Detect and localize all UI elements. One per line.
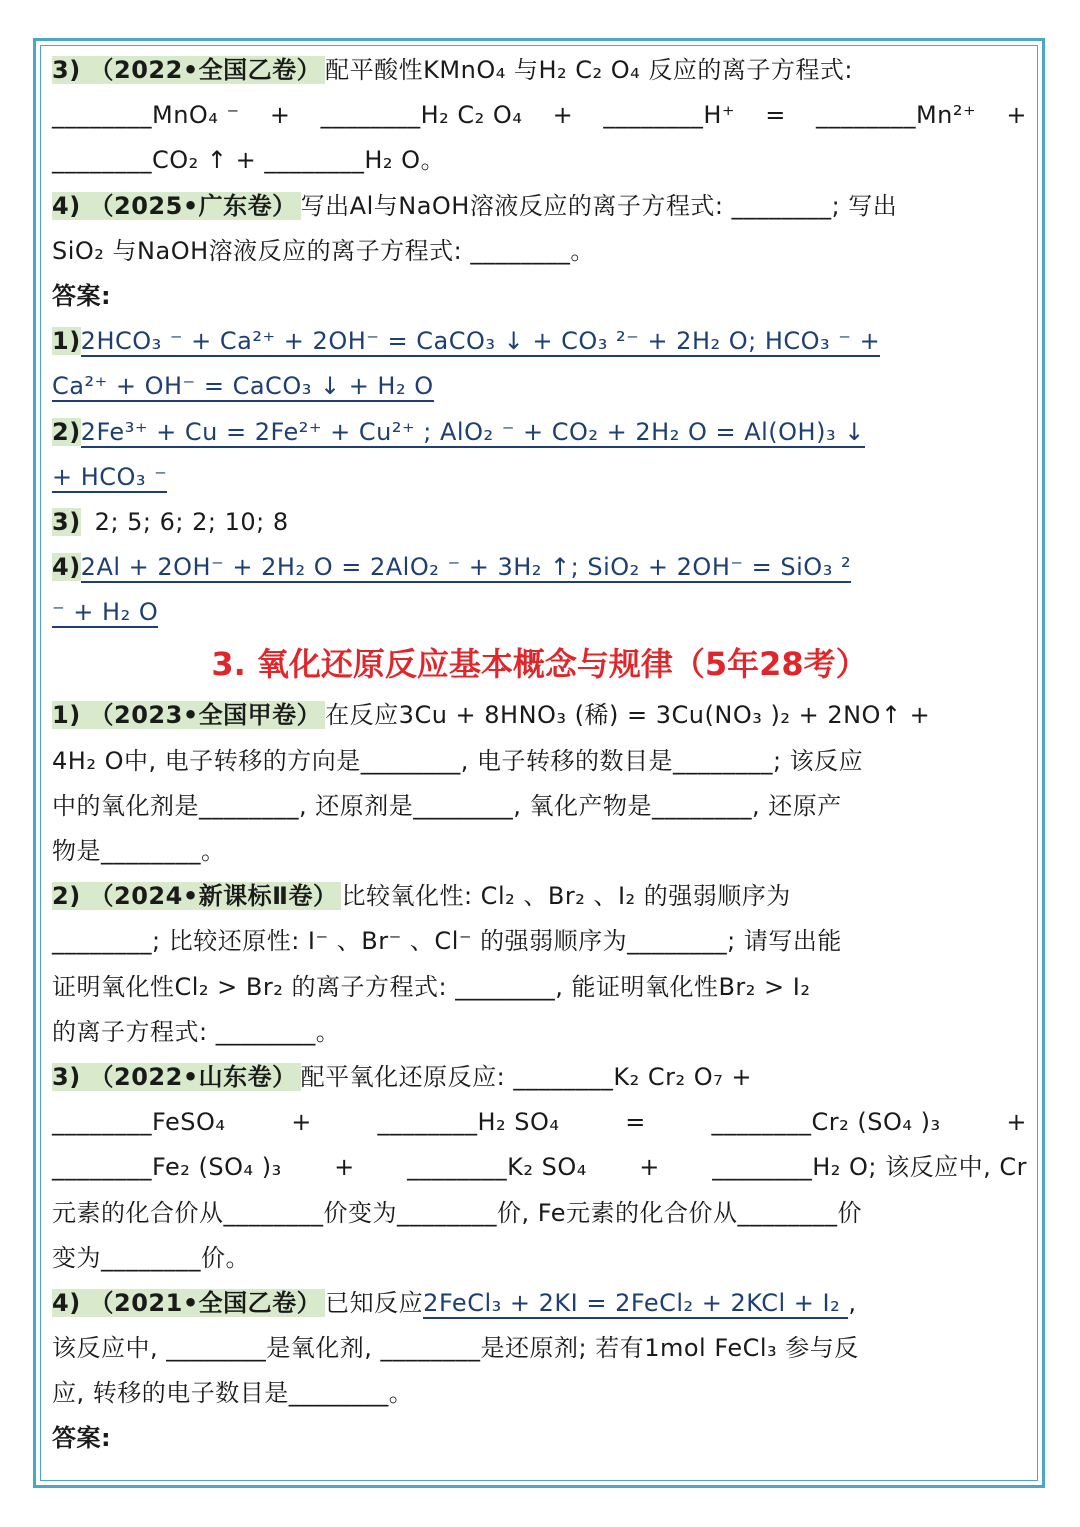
answer-4-line-1 xyxy=(52,545,1027,590)
question-text: 比较氧化性: Cl₂ 、Br₂ 、I₂ 的强弱顺序为 xyxy=(341,882,791,911)
equation-op: + xyxy=(1006,101,1027,130)
s3-question-4-line-3: 应, 转移的电子数目是________。 xyxy=(52,1379,414,1408)
answer-1-line-1 xyxy=(52,319,1027,364)
answer-number: 2) xyxy=(52,417,81,446)
question-tag: 2) （2024•新课标Ⅱ卷） xyxy=(52,882,341,910)
answer-number: 1) xyxy=(52,327,81,356)
answer-number: 3) xyxy=(52,507,81,536)
equation-op: + xyxy=(639,1153,660,1182)
question-text: 配平氧化还原反应: ________K₂ Cr₂ O₇ + xyxy=(300,1062,752,1091)
question-4-2025-line-1 xyxy=(52,184,1027,229)
equation-op: + xyxy=(1006,1108,1027,1137)
section-title: 3. 氧化还原反应基本概念与规律（5年28考） xyxy=(211,645,868,684)
s3-question-2-line-3: 证明氧化性Cl₂ > Br₂ 的离子方程式: ________, 能证明氧化性Br₂ > I₂ xyxy=(52,972,811,1001)
equation-term: ________Mn²⁺ xyxy=(815,101,977,130)
question-text: 已知反应 xyxy=(325,1288,424,1317)
question-text: 配平酸性KMnO₄ 与H₂ C₂ O₄ 反应的离子方程式: xyxy=(325,56,853,84)
s3-question-3-line-2 xyxy=(52,1100,1027,1145)
s3-question-4-line-1 xyxy=(52,1281,1027,1326)
equation-term: ________H₂ SO₄ xyxy=(377,1108,560,1137)
answer-text: 2Al + 2OH⁻ + 2H₂ O = 2AlO₂ ⁻ + 3H₂ ↑; SiO₂ + 2OH⁻ = SiO₃ ² xyxy=(80,553,852,582)
answer-text: Ca²⁺ + OH⁻ = CaCO₃ ↓ + H₂ O xyxy=(52,372,434,401)
question-3-2022-line-1 xyxy=(52,48,1027,93)
answer-heading: 答案: xyxy=(52,1424,112,1453)
question-text: 写出Al与NaOH溶液反应的离子方程式: ________; 写出 xyxy=(300,191,898,220)
answer-text: 2HCO₃ ⁻ + Ca²⁺ + 2OH⁻ = CaCO₃ ↓ + CO₃ ²⁻ + 2H₂ O; HCO₃ ⁻ + xyxy=(80,327,881,356)
equation-term: ________Fe₂ (SO₄ )₃ xyxy=(52,1153,282,1182)
question-text: ________CO₂ ↑ + ________H₂ O。 xyxy=(52,146,446,175)
answer-text: 2; 5; 6; 2; 10; 8 xyxy=(94,507,289,536)
s3-question-2-line-2: ________; 比较还原性: I⁻ 、Br⁻ 、Cl⁻ 的强弱顺序为________; 请写出能 xyxy=(52,927,842,956)
equation-op: + xyxy=(269,101,291,130)
equation-term: ________MnO₄ ⁻ xyxy=(52,101,240,130)
equation-term: ________K₂ SO₄ xyxy=(407,1153,587,1182)
answer-heading: 答案: xyxy=(52,281,112,310)
equation-term: ________H₂ C₂ O₄ xyxy=(320,101,523,130)
answer-text: + HCO₃ ⁻ xyxy=(52,462,168,491)
answer-text: ⁻ + H₂ O xyxy=(52,598,159,627)
s3-question-3-line-4: 元素的化合价从________价变为________价, Fe元素的化合价从________价 xyxy=(52,1198,863,1227)
answer-4-line-2 xyxy=(52,590,1027,635)
question-tag: 1) （2023•全国甲卷） xyxy=(52,701,325,729)
s3-question-3-line-5: 变为________价。 xyxy=(52,1243,250,1272)
question-tag: 4) （2021•全国乙卷） xyxy=(52,1289,325,1317)
answer-text: 2Fe³⁺ + Cu = 2Fe²⁺ + Cu²⁺ ; AlO₂ ⁻ + CO₂ + 2H₂ O = Al(OH)₃ ↓ xyxy=(80,417,865,446)
s3-question-3-line-3 xyxy=(52,1145,1027,1190)
answer-2-line-1 xyxy=(52,410,1027,455)
question-4-2025-line-2 xyxy=(52,229,1027,274)
equation-op: + xyxy=(291,1108,312,1137)
s3-question-2-line-4: 的离子方程式: ________。 xyxy=(52,1017,341,1046)
equation-op: + xyxy=(552,101,574,130)
equation-term: ________FeSO₄ xyxy=(52,1108,226,1137)
answer-3-line-1 xyxy=(52,500,1027,545)
equation-op: = xyxy=(765,101,786,130)
question-tag: 3) （2022•全国乙卷） xyxy=(52,56,325,84)
question-tag: 4) （2025•广东卷） xyxy=(52,192,301,220)
s3-question-3-line-1 xyxy=(52,1055,1027,1100)
question-text: , xyxy=(848,1288,857,1317)
s3-question-4-line-2: 该反应中, ________是氧化剂, ________是还原剂; 若有1mol FeCl₃ 参与反 xyxy=(52,1334,859,1363)
s3-question-2-line-1 xyxy=(52,874,1027,919)
equation-op: = xyxy=(625,1108,646,1137)
s3-question-1-line-2: 4H₂ O中, 电子转移的方向是________, 电子转移的数目是________; 该反应 xyxy=(52,746,864,775)
answer-1-line-2 xyxy=(52,364,1027,409)
reaction-equation: 2FeCl₃ + 2KI = 2FeCl₂ + 2KCl + I₂ xyxy=(423,1288,849,1317)
question-text: SiO₂ 与NaOH溶液反应的离子方程式: ________。 xyxy=(52,236,595,265)
equation-term: ________Cr₂ (SO₄ )₃ xyxy=(711,1108,941,1137)
document-body xyxy=(52,48,1027,1462)
answer-2-line-2 xyxy=(52,455,1027,500)
answer-number: 4) xyxy=(52,553,81,582)
question-3-2022-line-2 xyxy=(52,93,1027,138)
question-text: 在反应3Cu + 8HNO₃ (稀) = 3Cu(NO₃ )₂ + 2NO↑ + xyxy=(325,701,931,730)
equation-term: ________H₂ O; 该反应中, Cr xyxy=(712,1153,1027,1182)
question-tag: 3) （2022•山东卷） xyxy=(52,1063,301,1091)
s3-question-1-line-3: 中的氧化剂是________, 还原剂是________, 氧化产物是________, 还原产 xyxy=(52,791,842,820)
question-3-2022-line-3 xyxy=(52,138,1027,183)
s3-question-1-line-1 xyxy=(52,693,1027,738)
s3-question-1-line-4: 物是________。 xyxy=(52,837,226,865)
equation-term: ________H⁺ xyxy=(603,101,736,130)
equation-op: + xyxy=(334,1153,355,1182)
